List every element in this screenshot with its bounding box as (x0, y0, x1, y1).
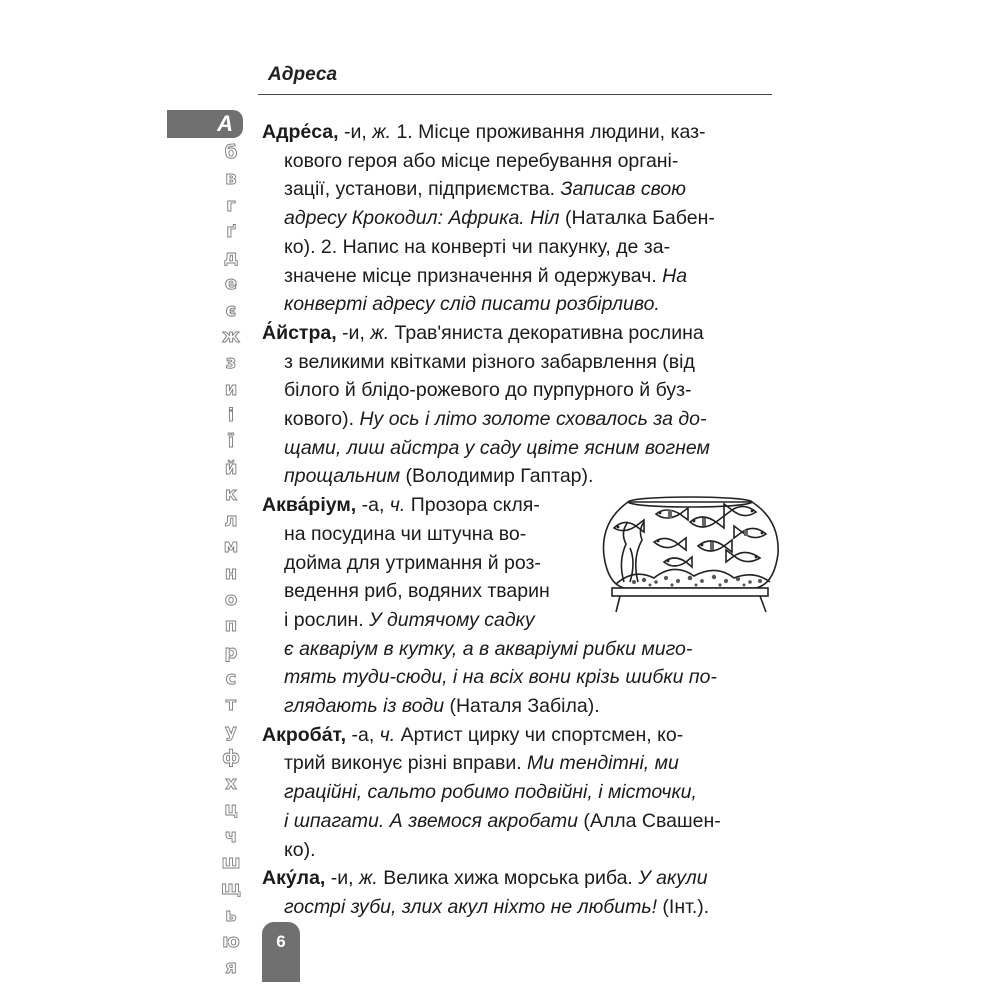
running-header: Адреса (268, 64, 338, 85)
headword: Аку́ла, (262, 867, 326, 890)
entry-line (262, 462, 788, 491)
alphabet-letter: п (224, 615, 238, 637)
entry-line: ведення риб, водяних тварин (284, 580, 550, 603)
example-text: і шпагати. А звемося акробати (284, 809, 578, 832)
alphabet-letter: к (224, 483, 238, 505)
entry-line (262, 692, 788, 721)
entry-line (262, 491, 588, 520)
alphabet-letter: щ (221, 878, 241, 900)
entry-line (262, 290, 788, 319)
entry-line (262, 319, 788, 348)
entry-text: -а, (346, 723, 380, 746)
aquarium-illustration (594, 492, 786, 616)
alphabet-letter: г (226, 194, 236, 216)
alphabet-letter: и (224, 378, 238, 400)
alphabet-letter: й (224, 457, 238, 479)
source-text: (Алла Свашен- (578, 809, 721, 832)
source-text: (Інт.). (657, 895, 710, 918)
entry-text: значене місце призначення й одержувач. (284, 264, 663, 287)
alphabet-letter: ю (222, 930, 240, 952)
alphabet-letter: ш (221, 852, 241, 874)
example-text: прощальним (284, 465, 401, 488)
entry-text: -и, (325, 867, 359, 890)
alphabet-letter: і (227, 404, 235, 426)
entry-line: ко). (284, 838, 316, 861)
alphabet-letter: є (225, 299, 237, 321)
example-text: адресу Крокодил: Африка. Ніл (284, 207, 560, 230)
entry-text: -и, (338, 121, 373, 143)
alphabet-letter: д (223, 247, 239, 269)
header-rule (258, 94, 772, 95)
entry-line (262, 606, 588, 635)
headword: Акроба́т, (262, 723, 347, 746)
gender-mark: ж. (358, 867, 378, 890)
example-text: щами, лиш айстра у саду цвіте ясним вогнем (284, 436, 710, 459)
alphabet-letter: м (223, 536, 239, 558)
entry-line (262, 635, 788, 664)
entry-line (262, 807, 788, 836)
example-text: є акваріум в кутку, а в акваріумі рибки миго- (284, 637, 693, 660)
entry-line: кового героя або місце перебування органі- (284, 149, 679, 172)
alphabet-index (220, 140, 242, 982)
example-text: Записав свою (560, 178, 686, 201)
entry-text: трий виконує різні вправи. (284, 752, 528, 775)
alphabet-letter: у (225, 720, 237, 742)
entry-line: дойма для утримання й роз- (284, 551, 541, 574)
alphabet-letter: ь (225, 904, 237, 926)
gender-mark: ж. (370, 321, 390, 344)
alphabet-letter: б (224, 142, 238, 163)
entry-line (262, 118, 788, 147)
entry-text: зації, установи, підприємства. (284, 178, 561, 201)
headword: Адре́са, (262, 121, 339, 143)
entry-line (262, 434, 788, 463)
example-text: глядають із води (284, 695, 445, 718)
entry-text: 1. Місце проживання людини, каз- (391, 121, 706, 143)
alphabet-letter: х (225, 773, 237, 795)
active-letter: А (217, 111, 233, 136)
alphabet-letter: р (224, 641, 238, 663)
example-text: тять туди-сюди, і на всіх вони крізь шибки по- (284, 666, 717, 689)
entry-text: кового). (284, 408, 360, 431)
gender-mark: ч. (379, 723, 396, 746)
entry-aistra (262, 319, 788, 491)
page-number: 6 (276, 932, 286, 951)
entry-text: Артист цирку чи спортсмен, ко- (395, 723, 684, 746)
example-text: У дитячому садку (369, 608, 535, 631)
entry-line (262, 204, 788, 233)
entry-text: -а, (356, 494, 390, 517)
entry-line (262, 175, 788, 204)
alphabet-letter: т (225, 694, 237, 716)
alphabet-letter: ж (222, 326, 240, 348)
entry-line (262, 721, 788, 750)
source-text: (Наталка Бабен- (559, 207, 715, 230)
headword: А́йстра, (262, 321, 337, 344)
alphabet-letter: о (224, 589, 238, 611)
alphabet-letter: е (224, 273, 238, 295)
entry-adresa (262, 118, 788, 319)
alphabet-letter: с (225, 667, 237, 689)
entry-text: Велика хижа морська риба. (377, 867, 639, 890)
entry-line: з великими квітками різного забарвлення (від (284, 350, 695, 373)
alphabet-active-tab (167, 110, 243, 138)
alphabet-letter: в (225, 168, 237, 190)
gender-mark: ч. (389, 494, 406, 517)
entry-text: Трав'яниста декоративна рослина (389, 321, 704, 344)
entry-line (262, 749, 788, 778)
source-text: (Володимир Гаптар). (400, 465, 594, 488)
alphabet-letter: л (224, 510, 238, 532)
entry-text: -и, (336, 321, 371, 344)
entry-line (262, 893, 788, 922)
alphabet-letter: н (224, 562, 238, 584)
entry-line: білого й блідо-рожевого до пурпурного й буз- (284, 379, 692, 402)
entry-text: і рослин. (284, 608, 370, 631)
alphabet-letter: з (225, 352, 237, 374)
entry-akula (262, 864, 788, 921)
entry-akrobat (262, 721, 788, 865)
gender-mark: ж. (372, 121, 392, 143)
entry-line (262, 864, 788, 893)
page-number-tab (262, 922, 300, 982)
source-text: (Наталя Забіла). (444, 695, 600, 718)
alphabet-letter: ч (224, 825, 238, 847)
entry-line (262, 262, 788, 291)
example-text: У акули (638, 867, 708, 890)
akvarium-narrow-text (262, 491, 588, 635)
entry-line (262, 778, 788, 807)
alphabet-letter: ф (222, 746, 240, 768)
example-text: Ми тендітні, ми (527, 752, 679, 775)
alphabet-letter: ц (224, 799, 238, 821)
entry-line (262, 663, 788, 692)
example-text: граційні, сальто робимо подвійні, і місточки, (284, 781, 697, 804)
alphabet-letter: ґ (226, 220, 236, 242)
alphabet-letter: ї (227, 431, 235, 453)
entry-text: Прозора скля- (405, 494, 540, 517)
alphabet-letter: я (225, 957, 237, 979)
entry-line: ко). 2. Напис на конверті чи пакунку, де за- (284, 235, 671, 258)
entry-line (262, 405, 788, 434)
example-text: конверті адресу слід писати розбірливо. (284, 293, 660, 316)
example-text: Ну ось і літо золоте сховалось за до- (359, 408, 707, 431)
example-text: гострі зуби, злих акул ніхто не любить! (284, 895, 657, 918)
entry-line: на посудина чи штучна во- (284, 522, 527, 545)
headword: Аква́ріум, (262, 494, 357, 517)
example-text: На (662, 264, 688, 287)
